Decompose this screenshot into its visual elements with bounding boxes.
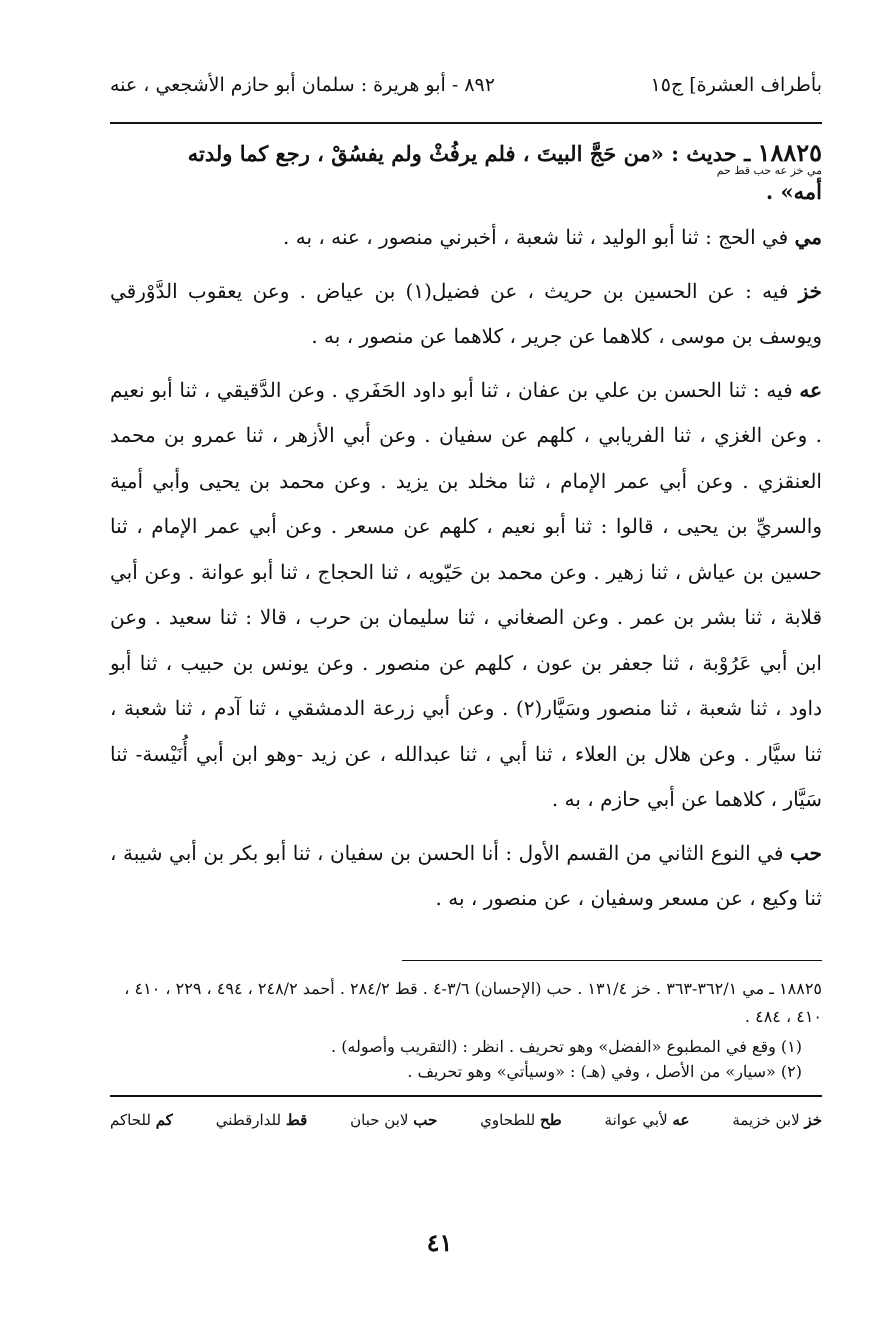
legend-item: طح للطحاوي — [480, 1110, 562, 1129]
source-code: خز — [798, 278, 822, 303]
chain-paragraph — [110, 831, 822, 922]
chain-text: فيه : عن الحسين بن حريث ، عن فضيل(١) بن عياض . وعن يعقوب الدَّوْرقي ويوسف بن موسى ، كلاهما عن جرير ، كلاهما عن منصور ، به . — [110, 278, 822, 348]
footnote-rule — [402, 960, 822, 961]
source-code: مي — [794, 225, 822, 249]
chain-paragraph — [110, 215, 822, 261]
legend-item: حب لابن حبان — [350, 1110, 438, 1129]
legend-rule — [110, 1095, 822, 1097]
hadith-source-codes: مي خز عه حب قط حم — [716, 164, 822, 177]
footnote-2: (٢) «سيار» من الأصل ، وفي (هـ) : «وسيأتي» وهو تحريف . — [407, 1061, 802, 1081]
hadith-text: ـ حديث : «من حَجَّ البيتَ ، فلم يرفُثْ ولم يفسُقْ ، رجع كما ولدته — [187, 141, 751, 166]
hadith-heading — [110, 138, 822, 207]
chain-text: فيه : ثنا الحسن بن علي بن عفان ، ثنا أبو داود الحَفَري . وعن الدَّقيقي ، ثنا أبو نعيم . وعن الغزي ، ثنا الفريابي ، كلهم عن سفيان . وعن أبي الأزهر ، ثنا عمرو بن محمد العنقزي . وعن أبي عمر الإمام ، ثنا مخلد بن يزيد . وعن محمد بن يحيى وأبي أمية والسريِّ بن يحيى ، قالوا : ثنا أبو نعيم ، كلهم عن مسعر . وعن أبي عمر الإمام ، ثنا حسين بن عياش ، ثنا زهير . وعن محمد بن حَيّويه ، ثنا الحجاج ، ثنا أبو عوانة . وعن أبي قلابة ، ثنا بشر بن عمر . وعن الصغاني ، ثنا سليمان بن حرب ، قالا : ثنا سعيد . وعن ابن أبي عَرُوْبة ، ثنا جعفر بن عون ، كلهم عن منصور . وعن يونس بن حبيب ، ثنا أبو داود ، ثنا شعبة ، ثنا منصور وسَيَّار(٢) . وعن أبي زرعة الدمشقي ، ثنا آدم ، ثنا شعبة ، ثنا سيَّار . وعن هلال بن العلاء ، ثنا أبي ، ثنا عبدالله ، عن زيد -وهو ابن أبي أُنَيْسة- ثنا سَيَّار ، كلاهما عن أبي حازم ، به . — [110, 377, 822, 811]
legend-item: كم للحاكم — [110, 1110, 173, 1129]
legend-item: عه لأبي عوانة — [604, 1110, 690, 1129]
chain-text: في الحج : ثنا أبو الوليد ، ثنا شعبة ، أخبرني منصور ، عنه ، به . — [283, 225, 795, 249]
abbreviation-legend — [110, 1111, 822, 1129]
book-page — [110, 60, 822, 1129]
footnote-1: (١) وقع في المطبوع «الفضل» وهو تحريف . انظر : (التقريب وأصوله) . — [331, 1036, 802, 1056]
chain-paragraph — [110, 368, 822, 823]
source-code: عه — [799, 377, 822, 402]
chain-paragraph — [110, 269, 822, 360]
running-header — [110, 60, 822, 100]
source-code: حب — [789, 840, 822, 865]
footnote-sources: ١٨٨٢٥ ـ مي ٣٦٢/١-٣٦٣ . خز ١٣١/٤ . حب (الإحسان) ٣/٦-٤ . قط ٢٨٤/٢ . أحمد ٢٤٨/٢ ، ٤٩٤ ، ٢٢٩ ، ٤١٠ ، ٤١٠ ، ٤٨٤ . — [124, 978, 822, 1026]
header-book-title: بأطراف العشرة] ج١٥ — [650, 74, 822, 96]
header-section-title: ٨٩٢ - أبو هريرة : سلمان أبو حازم الأشجعي ، عنه — [110, 74, 495, 96]
legend-item: قط للدارقطني — [215, 1110, 308, 1129]
hadith-number: ١٨٨٢٥ — [757, 138, 822, 167]
legend-item: خز لابن خزيمة — [732, 1110, 822, 1129]
chain-text: في النوع الثاني من القسم الأول : أنا الحسن بن سفيان ، ثنا أبو بكر بن أبي شيبة ، ثنا وكيع ، عن مسعر وسفيان ، عن منصور ، به . — [110, 840, 822, 910]
header-rule — [110, 122, 822, 124]
page-number: ٤١ — [426, 1228, 453, 1257]
hadith-text-continuation: أمه» . — [765, 179, 822, 204]
